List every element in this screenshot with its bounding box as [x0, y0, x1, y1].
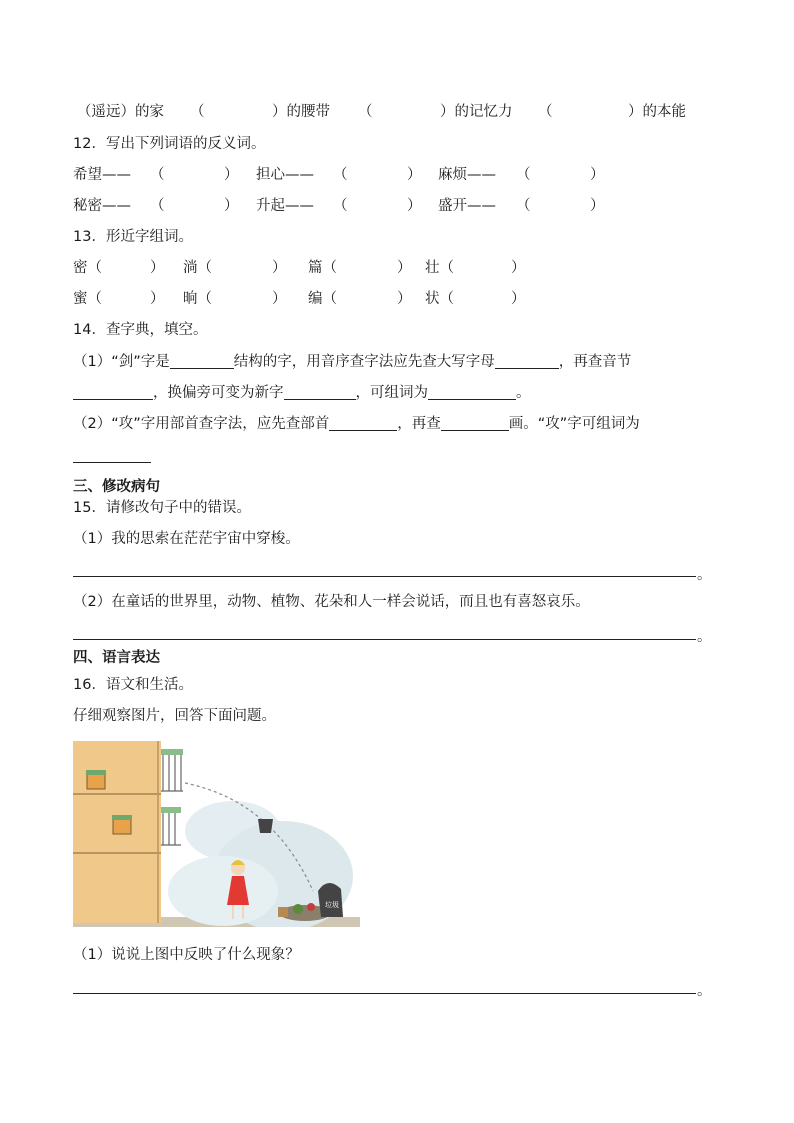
- q13-char: 淌（: [183, 260, 212, 276]
- q14-text: 画。“攻”字可组词为: [508, 416, 640, 432]
- answer-period: 。: [697, 629, 712, 645]
- q14-text: ，再查音节: [558, 354, 632, 370]
- section-4-heading: 四、语言表达: [73, 650, 160, 666]
- q11-item-1: （遥远）的家: [77, 104, 164, 120]
- q13-char: 状（: [425, 291, 454, 307]
- q11-paren-open-4: （: [538, 104, 553, 120]
- q12-paren-close: ）: [590, 167, 605, 183]
- q13-title: 13．形近字组词。: [73, 229, 193, 245]
- q12-word: 希望——: [73, 167, 131, 183]
- answer-line[interactable]: [73, 639, 696, 640]
- q12-title: 12．写出下列词语的反义词。: [73, 136, 266, 152]
- q13-char: 壮（: [425, 260, 454, 276]
- q13-paren-close: ）: [272, 291, 287, 307]
- balcony-railing: [161, 813, 181, 845]
- answer-period: 。: [697, 983, 712, 999]
- q15-sentence-1: （1）我的思索在茫茫宇宙中穿梭。: [73, 531, 300, 547]
- cloud: [168, 856, 278, 926]
- q15-title: 15．请修改句子中的错误。: [73, 500, 251, 516]
- q16-question-1: （1）说说上图中反映了什么现象？: [73, 947, 300, 963]
- q11-item-2: ）的腰带: [272, 104, 330, 120]
- q14-text: ，换偏旁可变为新字: [153, 385, 284, 401]
- q13-char: 篇（: [308, 260, 337, 276]
- q14-text: 。: [516, 385, 531, 401]
- answer-blank[interactable]: [441, 415, 509, 431]
- answer-blank[interactable]: [329, 415, 397, 431]
- section-3-heading: 三、修改病句: [73, 479, 160, 495]
- q12-paren-close: ）: [224, 198, 239, 214]
- answer-blank[interactable]: [284, 384, 356, 400]
- q14-text: 结构的字，用音序查字法应先查大写字母: [233, 354, 495, 370]
- q14-part1-line2: [73, 383, 531, 403]
- q14-part2-line1: [73, 414, 640, 434]
- q12-word: 麻烦——: [438, 167, 496, 183]
- q12-paren-open: （: [333, 167, 348, 183]
- q11-paren-open-3: （: [358, 104, 373, 120]
- q12-paren-open: （: [333, 198, 348, 214]
- answer-line[interactable]: [73, 576, 696, 577]
- q12-paren-close: ）: [224, 167, 239, 183]
- q13-paren-close: ）: [397, 260, 412, 276]
- q13-char: 晌（: [183, 291, 212, 307]
- q12-paren-close: ）: [407, 167, 422, 183]
- q12-paren-open: （: [150, 167, 165, 183]
- q16-instruction: 仔细观察图片，回答下面问题。: [73, 708, 276, 724]
- q13-paren-close: ）: [511, 260, 526, 276]
- q14-part2-line2: [73, 446, 151, 466]
- flower-box: [113, 819, 131, 834]
- q13-paren-close: ）: [511, 291, 526, 307]
- q15-sentence-2: （2）在童话的世界里，动物、植物、花朵和人一样会说话，而且也有喜怒哀乐。: [73, 594, 590, 610]
- q12-word: 担心——: [256, 167, 314, 183]
- q16-title: 16．语文和生活。: [73, 677, 193, 693]
- falling-trash-bag: [258, 819, 273, 833]
- answer-blank[interactable]: [495, 353, 559, 369]
- q14-text: ，可组词为: [355, 385, 428, 401]
- q14-text: （2）“攻”字用部首查字法，应先查部首: [73, 416, 330, 432]
- balcony-railing: [161, 755, 183, 791]
- q12-word: 升起——: [256, 198, 314, 214]
- q11-item-3: ）的记忆力: [440, 104, 513, 120]
- q13-char: 密（: [73, 260, 102, 276]
- q14-text: （1）“剑”字是: [73, 354, 170, 370]
- littering-illustration: [73, 741, 360, 927]
- q14-title: 14．查字典，填空。: [73, 322, 208, 338]
- q13-char: 蜜（: [73, 291, 102, 307]
- answer-blank[interactable]: [73, 384, 153, 400]
- answer-blank[interactable]: [428, 384, 516, 400]
- q12-word: 盛开——: [438, 198, 496, 214]
- q12-paren-open: （: [150, 198, 165, 214]
- answer-blank[interactable]: [73, 447, 151, 463]
- q13-char: 编（: [308, 291, 337, 307]
- q12-paren-close: ）: [590, 198, 605, 214]
- answer-blank[interactable]: [170, 353, 234, 369]
- q12-paren-open: （: [516, 198, 531, 214]
- q11-item-4: ）的本能: [628, 104, 686, 120]
- answer-line[interactable]: [73, 993, 696, 994]
- q12-paren-close: ）: [407, 198, 422, 214]
- garbage-bag-label: 垃圾: [325, 901, 339, 909]
- q11-paren-open-2: （: [190, 104, 205, 120]
- q14-text: ，再查: [397, 416, 441, 432]
- q13-paren-close: ）: [397, 291, 412, 307]
- q13-paren-close: ）: [150, 260, 165, 276]
- q13-paren-close: ）: [150, 291, 165, 307]
- answer-period: 。: [697, 567, 712, 583]
- q12-paren-open: （: [516, 167, 531, 183]
- flower-box: [87, 774, 105, 789]
- q12-word: 秘密——: [73, 198, 131, 214]
- q14-part1-line1: [73, 352, 631, 372]
- q13-paren-close: ）: [272, 260, 287, 276]
